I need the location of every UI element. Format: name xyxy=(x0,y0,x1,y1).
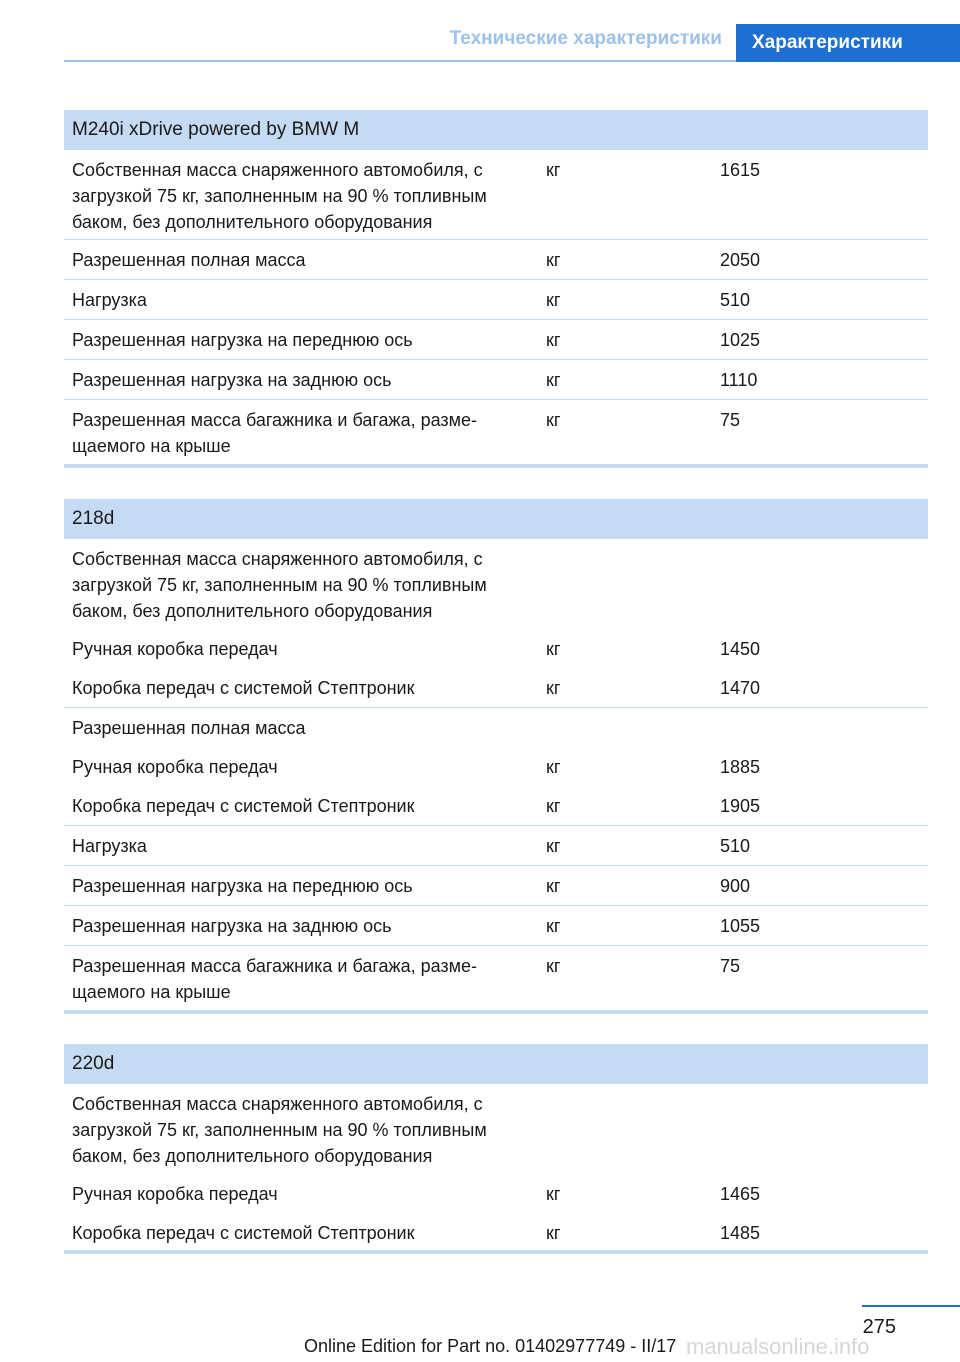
spec-table-218d xyxy=(64,499,928,1014)
row-value: 1110 xyxy=(720,370,758,390)
row-unit: кг xyxy=(546,678,561,698)
chapter-tab: Характеристики xyxy=(736,24,960,62)
table-bottom-rule xyxy=(64,1010,928,1014)
row-unit: кг xyxy=(546,370,561,390)
watermark: manualsonline.info xyxy=(686,1334,870,1359)
row-label: Нагрузка xyxy=(72,836,147,856)
row-unit: кг xyxy=(546,639,561,659)
table-row xyxy=(64,360,928,400)
row-value: 1885 xyxy=(720,757,761,777)
row-unit: кг xyxy=(546,410,561,430)
table-title: 218d xyxy=(64,499,928,539)
table-row xyxy=(64,539,928,629)
table-row xyxy=(64,708,928,747)
row-label: Ручная коробка передач xyxy=(72,757,278,777)
row-unit: кг xyxy=(546,1223,561,1243)
table-row xyxy=(64,240,928,280)
footer-rule xyxy=(862,1305,960,1307)
table-row xyxy=(64,906,928,946)
row-label: Разрешенная масса багажника и багажа, разме-щаемого на крыше xyxy=(72,410,478,456)
row-value: 1025 xyxy=(720,330,761,350)
row-unit: кг xyxy=(546,796,561,816)
table-bottom-rule xyxy=(64,1250,928,1254)
row-label: Разрешенная нагрузка на переднюю ось xyxy=(72,876,413,896)
table-row xyxy=(64,629,928,668)
row-label: Ручная коробка передач xyxy=(72,639,278,659)
table-bottom-rule xyxy=(64,464,928,468)
edition-note: Online Edition for Part no. 01402977749 - II/17 xyxy=(304,1336,677,1356)
row-value: 1055 xyxy=(720,916,761,936)
table-title: 220d xyxy=(64,1044,928,1084)
row-unit: кг xyxy=(546,290,561,310)
table-row xyxy=(64,280,928,320)
row-label: Разрешенная нагрузка на заднюю ось xyxy=(72,370,392,390)
table-row xyxy=(64,946,928,1010)
row-unit: кг xyxy=(546,836,561,856)
row-label: Разрешенная масса багажника и багажа, разме-щаемого на крыше xyxy=(72,956,478,1002)
row-value: 1465 xyxy=(720,1184,761,1204)
row-value: 75 xyxy=(720,956,741,976)
row-value: 510 xyxy=(720,290,751,310)
row-unit: кг xyxy=(546,956,561,976)
row-label: Собственная масса снаряженного автомобиля, с загрузкой 75 кг, заполненным на 90 % топливным баком, без дополнительного оборудования xyxy=(72,1094,487,1166)
row-value: 2050 xyxy=(720,250,761,270)
row-value: 75 xyxy=(720,410,741,430)
row-label: Коробка передач с системой Стептроник xyxy=(72,796,415,816)
page-header xyxy=(0,24,960,62)
row-label: Коробка передач с системой Стептроник xyxy=(72,678,415,698)
table-row xyxy=(64,400,928,464)
row-value: 1905 xyxy=(720,796,761,816)
table-row xyxy=(64,786,928,826)
table-row xyxy=(64,747,928,786)
row-value: 1470 xyxy=(720,678,761,698)
row-unit: кг xyxy=(546,250,561,270)
table-row xyxy=(64,866,928,906)
row-label: Разрешенная нагрузка на переднюю ось xyxy=(72,330,413,350)
row-unit: кг xyxy=(546,1184,561,1204)
row-unit: кг xyxy=(546,330,561,350)
spec-table-220d xyxy=(64,1044,928,1254)
row-label: Разрешенная полная масса xyxy=(72,718,306,738)
row-label: Коробка передач с системой Стептроник xyxy=(72,1223,415,1243)
row-value: 1485 xyxy=(720,1223,761,1243)
row-unit: кг xyxy=(546,876,561,896)
row-label: Разрешенная нагрузка на заднюю ось xyxy=(72,916,392,936)
row-label: Нагрузка xyxy=(72,290,147,310)
table-row xyxy=(64,826,928,866)
row-label: Разрешенная полная масса xyxy=(72,250,306,270)
table-row xyxy=(64,1084,928,1174)
page-number: 275 xyxy=(862,1316,896,1338)
row-label: Собственная масса снаряженного автомобиля, с загрузкой 75 кг, заполненным на 90 % топливным баком, без дополнительного оборудования xyxy=(72,160,487,232)
row-value: 1615 xyxy=(720,160,761,180)
row-value: 1450 xyxy=(720,639,761,659)
table-row xyxy=(64,320,928,360)
row-label: Ручная коробка передач xyxy=(72,1184,278,1204)
row-value: 900 xyxy=(720,876,751,896)
row-label: Собственная масса снаряженного автомобиля, с загрузкой 75 кг, заполненным на 90 % топливным баком, без дополнительного оборудования xyxy=(72,549,487,621)
spec-table-m240i xyxy=(64,110,928,468)
table-row xyxy=(64,1174,928,1213)
table-title: M240i xDrive powered by BMW M xyxy=(64,110,928,150)
row-unit: кг xyxy=(546,757,561,777)
row-unit: кг xyxy=(546,160,561,180)
table-row xyxy=(64,150,928,240)
row-value: 510 xyxy=(720,836,751,856)
section-title: Технические характеристики xyxy=(449,28,722,49)
table-row xyxy=(64,668,928,708)
table-row xyxy=(64,1213,928,1250)
row-unit: кг xyxy=(546,916,561,936)
